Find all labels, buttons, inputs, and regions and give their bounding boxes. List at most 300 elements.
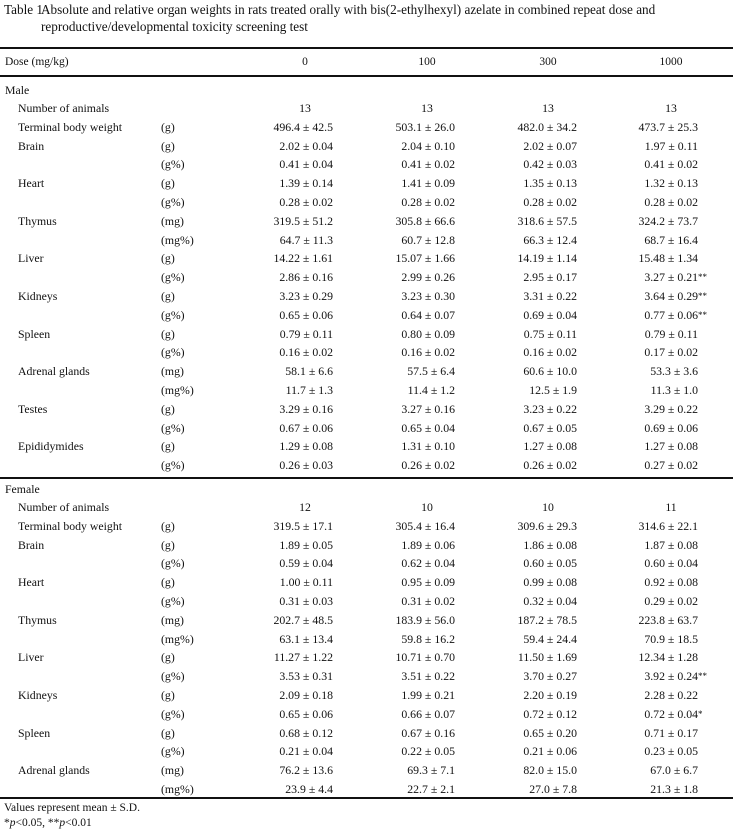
organ-label: Adrenal glands [18,763,90,778]
value-cell-dose-300 [523,400,577,419]
cell-value: 0.17 ± 0.02 [644,345,698,360]
cell-value: 69.3 ± 7.1 [407,763,455,778]
cell-value: 0.79 ± 0.11 [644,326,698,341]
value-cell-dose-100 [401,231,455,250]
cell-value: 0.16 ± 0.02 [401,345,455,360]
cell-value: 0.41 ± 0.04 [279,157,333,172]
cell-value: 76.2 ± 13.6 [279,763,333,778]
value-cell-dose-300 [523,343,577,362]
unit-label: (g) [161,138,175,153]
unit-label: (g) [161,650,175,665]
cell-value: 0.28 ± 0.02 [279,194,333,209]
value-cell-dose-1000 [638,517,698,536]
section-divider-rule [0,477,733,479]
value-cell-dose-300 [523,437,577,456]
value-cell-dose-100 [401,536,455,555]
value-cell-dose-100 [401,724,455,743]
value-cell-dose-100 [395,249,455,268]
table-row [0,362,733,381]
section-male [0,81,733,475]
cell-value: 2.02 ± 0.04 [279,138,333,153]
value-cell-dose-300 [517,118,577,137]
value-cell-dose-100 [401,705,455,724]
unit-label: (mg%) [161,631,194,646]
cell-value: 0.66 ± 0.07 [401,706,455,721]
sig-mark-1: * [4,817,10,829]
value-cell-dose-300 [523,306,577,325]
value-cell-dose-100 [395,648,455,667]
cell-value: 13 [299,101,311,115]
unit-label: (g) [161,439,175,454]
cell-value: 0.95 ± 0.09 [401,575,455,590]
value-cell-dose-300 [523,419,577,438]
value-cell-dose-1000 [644,630,698,649]
value-cell-dose-1000 [644,573,698,592]
cell-value: 60.6 ± 10.0 [523,364,577,379]
value-cell-dose-0 [279,306,333,325]
value-cell-dose-300 [523,630,577,649]
cell-value: 1.99 ± 0.21 [401,687,455,702]
dose-header-0: 0 [302,56,308,68]
value-cell-dose-0 [285,498,325,517]
value-cell-dose-100 [401,268,455,287]
value-cell-dose-300 [523,761,577,780]
section-rows [0,498,733,799]
cell-value: 0.26 ± 0.02 [401,458,455,473]
cell-value: 3.27 ± 0.21 [644,270,698,285]
cell-value: 10 [421,500,433,514]
cell-value: 0.16 ± 0.02 [279,345,333,360]
cell-value: 0.68 ± 0.12 [279,725,333,740]
cell-value: 12.5 ± 1.9 [529,382,577,397]
cell-value: 1.41 ± 0.09 [401,176,455,191]
value-cell-dose-0 [286,381,333,400]
cell-value: 202.7 ± 48.5 [273,612,333,627]
value-cell-dose-1000 [644,268,707,287]
value-cell-dose-300 [523,268,577,287]
cell-value: 0.72 ± 0.12 [523,706,577,721]
significance-mark: * [698,708,703,719]
cell-value: 1.89 ± 0.06 [401,537,455,552]
unit-label: (g%) [161,194,185,209]
table-row [0,193,733,212]
value-cell-dose-1000 [644,742,698,761]
sig-mark-2: ** [47,817,60,829]
cell-value: 1.29 ± 0.08 [279,439,333,454]
value-cell-dose-0 [279,287,333,306]
cell-value: 187.2 ± 78.5 [517,612,577,627]
value-cell-dose-1000 [644,174,698,193]
value-cell-dose-0 [279,137,333,156]
value-cell-dose-100 [401,667,455,686]
cell-value: 0.69 ± 0.06 [644,420,698,435]
table-row [0,419,733,438]
unit-label: (g%) [161,593,185,608]
value-cell-dose-100 [401,174,455,193]
cell-value: 0.60 ± 0.05 [523,556,577,571]
cell-value: 11.7 ± 1.3 [285,382,333,397]
cell-value: 2.02 ± 0.07 [523,138,577,153]
cell-value: 1.87 ± 0.08 [644,537,698,552]
cell-value: 0.72 ± 0.04 [644,706,698,721]
value-cell-dose-100 [401,287,455,306]
cell-value: 15.48 ± 1.34 [638,251,698,266]
value-cell-dose-1000 [650,761,698,780]
value-cell-dose-100 [401,400,455,419]
organ-label: Number of animals [18,101,110,115]
cell-value: 59.4 ± 24.4 [523,631,577,646]
cell-value: 0.28 ± 0.02 [523,194,577,209]
cell-value: 0.75 ± 0.11 [523,326,577,341]
value-cell-dose-0 [279,155,333,174]
cell-value: 22.7 ± 2.1 [407,781,455,796]
cell-value: 1.32 ± 0.13 [644,176,698,191]
cell-value: 2.28 ± 0.22 [644,687,698,702]
cell-value: 0.23 ± 0.05 [644,744,698,759]
value-cell-dose-1000 [644,400,698,419]
value-cell-dose-1000 [644,456,698,475]
cell-value: 473.7 ± 25.3 [638,119,698,134]
unit-label: (g) [161,518,175,533]
value-cell-dose-0 [280,231,333,250]
value-cell-dose-100 [407,498,447,517]
organ-label: Thymus [18,213,57,228]
cell-value: 13 [542,101,554,115]
cell-value: 314.6 ± 22.1 [638,518,698,533]
cell-value: 2.04 ± 0.10 [401,138,455,153]
unit-label: (g%) [161,744,185,759]
cell-value: 1.39 ± 0.14 [279,176,333,191]
value-cell-dose-100 [401,343,455,362]
value-cell-dose-0 [279,193,333,212]
table-row [0,742,733,761]
cell-value: 0.65 ± 0.06 [279,307,333,322]
cell-value: 53.3 ± 3.6 [650,364,698,379]
cell-value: 305.4 ± 16.4 [395,518,455,533]
unit-label: (mg) [161,763,184,778]
value-cell-dose-100 [395,611,455,630]
cell-value: 1.86 ± 0.08 [523,537,577,552]
sig-threshold-1: <0.05, [15,817,48,829]
organ-label: Thymus [18,612,57,627]
unit-label: (g%) [161,458,185,473]
value-cell-dose-1000 [650,362,698,381]
value-cell-dose-100 [401,155,455,174]
value-cell-dose-100 [408,381,455,400]
top-rule [0,47,733,49]
value-cell-dose-1000 [644,536,698,555]
table-row [0,268,733,287]
section-title: Female [5,482,40,496]
cell-value: 0.62 ± 0.04 [401,556,455,571]
table-row [0,554,733,573]
table-row [0,686,733,705]
value-cell-dose-0 [279,592,333,611]
significance-mark: ** [698,671,707,682]
table-row [0,155,733,174]
value-cell-dose-0 [285,362,333,381]
table-row [0,724,733,743]
value-cell-dose-0 [285,780,333,799]
unit-label: (mg) [161,213,184,228]
value-cell-dose-300 [523,724,577,743]
value-cell-dose-1000 [651,381,698,400]
value-cell-dose-100 [401,193,455,212]
table-row [0,573,733,592]
cell-value: 2.20 ± 0.19 [523,687,577,702]
value-cell-dose-1000 [638,212,698,231]
table-header-row [0,53,733,71]
cell-value: 2.86 ± 0.16 [279,270,333,285]
value-cell-dose-100 [401,554,455,573]
unit-label: (g%) [161,706,185,721]
organ-label: Liver [18,251,44,266]
cell-value: 0.67 ± 0.06 [279,420,333,435]
value-cell-dose-100 [401,325,455,344]
value-cell-dose-100 [401,456,455,475]
cell-value: 11.4 ± 1.2 [407,382,455,397]
unit-label: (g) [161,575,175,590]
value-cell-dose-300 [523,287,577,306]
cell-value: 0.65 ± 0.06 [279,706,333,721]
unit-label: (g%) [161,307,185,322]
value-cell-dose-100 [395,118,455,137]
organ-label: Testes [18,401,48,416]
cell-value: 1.27 ± 0.08 [644,439,698,454]
table-row [0,592,733,611]
table-row [0,174,733,193]
value-cell-dose-1000 [644,193,698,212]
value-cell-dose-100 [401,137,455,156]
value-cell-dose-0 [273,249,333,268]
value-cell-dose-0 [285,99,325,118]
cell-value: 0.26 ± 0.03 [279,458,333,473]
value-cell-dose-0 [279,705,333,724]
cell-value: 13 [421,101,433,115]
value-cell-dose-0 [279,724,333,743]
cell-value: 319.5 ± 51.2 [273,213,333,228]
cell-value: 1.27 ± 0.08 [523,439,577,454]
organ-label: Heart [18,575,45,590]
cell-value: 58.1 ± 6.6 [285,364,333,379]
value-cell-dose-0 [279,742,333,761]
cell-value: 305.8 ± 66.6 [395,213,455,228]
unit-label: (g) [161,725,175,740]
value-cell-dose-0 [273,517,333,536]
cell-value: 11.3 ± 1.0 [650,382,698,397]
table-row [0,705,733,724]
value-cell-dose-300 [523,231,577,250]
cell-value: 183.9 ± 56.0 [395,612,455,627]
cell-value: 0.92 ± 0.08 [644,575,698,590]
value-cell-dose-0 [279,174,333,193]
cell-value: 1.31 ± 0.10 [401,439,455,454]
table-row [0,325,733,344]
value-cell-dose-100 [407,99,447,118]
cell-value: 0.67 ± 0.05 [523,420,577,435]
table-row [0,498,733,517]
unit-label: (g%) [161,669,185,684]
value-cell-dose-1000 [645,325,698,344]
value-cell-dose-100 [407,362,455,381]
cell-value: 0.16 ± 0.02 [523,345,577,360]
unit-label: (g%) [161,556,185,571]
cell-value: 2.09 ± 0.18 [279,687,333,702]
cell-value: 1.35 ± 0.13 [523,176,577,191]
value-cell-dose-1000 [644,419,698,438]
value-cell-dose-0 [273,118,333,137]
value-cell-dose-0 [279,630,333,649]
value-cell-dose-100 [401,306,455,325]
organ-label: Spleen [18,326,51,341]
table-row [0,667,733,686]
cell-value: 0.21 ± 0.06 [523,744,577,759]
value-cell-dose-1000 [644,705,703,724]
cell-value: 12.34 ± 1.28 [638,650,698,665]
value-cell-dose-100 [395,212,455,231]
value-cell-dose-0 [274,648,333,667]
table-row [0,231,733,250]
cell-value: 11 [665,500,677,514]
cell-value: 3.29 ± 0.16 [279,401,333,416]
cell-value: 0.69 ± 0.04 [523,307,577,322]
table-row [0,99,733,118]
value-cell-dose-100 [401,437,455,456]
value-cell-dose-0 [279,400,333,419]
significance-mark: ** [698,290,707,301]
value-cell-dose-300 [528,498,568,517]
cell-value: 3.27 ± 0.16 [401,401,455,416]
cell-value: 3.31 ± 0.22 [523,288,577,303]
value-cell-dose-300 [523,456,577,475]
sig-threshold-2: <0.01 [65,817,92,829]
p-symbol-1: p [9,817,16,829]
cell-value: 0.60 ± 0.04 [644,556,698,571]
table-row [0,456,733,475]
unit-label: (g) [161,687,175,702]
value-cell-dose-0 [280,325,333,344]
value-cell-dose-0 [279,667,333,686]
unit-label: (g) [161,119,175,134]
cell-value: 0.64 ± 0.07 [401,307,455,322]
table-row [0,343,733,362]
table-number: Table 1 [4,2,43,17]
table-row [0,517,733,536]
value-cell-dose-300 [523,362,577,381]
table-footnotes [4,801,140,831]
unit-label: (g) [161,326,175,341]
cell-value: 0.59 ± 0.04 [279,556,333,571]
value-cell-dose-1000 [644,231,698,250]
value-cell-dose-1000 [638,648,698,667]
cell-value: 0.71 ± 0.17 [644,725,698,740]
value-cell-dose-300 [524,325,577,344]
value-cell-dose-300 [523,742,577,761]
value-cell-dose-1000 [644,724,698,743]
value-cell-dose-300 [517,212,577,231]
cell-value: 3.23 ± 0.22 [523,401,577,416]
cell-value: 3.51 ± 0.22 [401,669,455,684]
cell-value: 0.31 ± 0.03 [279,593,333,608]
bottom-rule [0,797,733,799]
unit-label: (g) [161,176,175,191]
significance-mark: ** [698,309,707,320]
value-cell-dose-1000 [644,592,698,611]
value-cell-dose-1000 [638,118,698,137]
cell-value: 3.92 ± 0.24 [644,669,698,684]
cell-value: 0.41 ± 0.02 [644,157,698,172]
value-cell-dose-1000 [644,554,698,573]
value-cell-dose-100 [395,517,455,536]
table-row [0,137,733,156]
table-row [0,536,733,555]
cell-value: 319.5 ± 17.1 [273,518,333,533]
cell-value: 12 [299,500,311,514]
value-cell-dose-1000 [651,99,691,118]
value-cell-dose-0 [279,268,333,287]
cell-value: 21.3 ± 1.8 [650,781,698,796]
cell-value: 0.65 ± 0.20 [523,725,577,740]
value-cell-dose-300 [523,554,577,573]
unit-label: (mg%) [161,382,194,397]
cell-value: 503.1 ± 26.0 [395,119,455,134]
cell-value: 0.42 ± 0.03 [523,157,577,172]
table-row [0,212,733,231]
table-row [0,437,733,456]
table-row [0,780,733,799]
cell-value: 11.27 ± 1.22 [273,650,333,665]
organ-label: Spleen [18,725,51,740]
cell-value: 3.70 ± 0.27 [523,669,577,684]
value-cell-dose-1000 [644,343,698,362]
cell-value: 27.0 ± 7.8 [529,781,577,796]
unit-label: (g) [161,251,175,266]
table-row [0,648,733,667]
cell-value: 0.67 ± 0.16 [401,725,455,740]
cell-value: 0.26 ± 0.02 [523,458,577,473]
value-cell-dose-300 [523,536,577,555]
footnote-values: Values represent mean ± S.D. [4,802,140,814]
organ-label: Terminal body weight [18,119,123,134]
value-cell-dose-100 [401,686,455,705]
cell-value: 0.79 ± 0.11 [279,326,333,341]
cell-value: 15.07 ± 1.66 [395,251,455,266]
cell-value: 0.21 ± 0.04 [279,744,333,759]
cell-value: 0.99 ± 0.08 [523,575,577,590]
dose-header-100: 100 [418,56,436,68]
value-cell-dose-300 [523,155,577,174]
organ-label: Kidneys [18,288,58,303]
organ-label: Brain [18,138,45,153]
organ-label: Liver [18,650,44,665]
value-cell-dose-1000 [644,287,707,306]
value-cell-dose-300 [529,381,577,400]
cell-value: 482.0 ± 34.2 [517,119,577,134]
value-cell-dose-1000 [638,249,698,268]
cell-value: 13 [665,101,677,115]
value-cell-dose-300 [523,573,577,592]
value-cell-dose-1000 [651,498,691,517]
table-row [0,118,733,137]
cell-value: 496.4 ± 42.5 [273,119,333,134]
unit-label: (g%) [161,157,185,172]
table-caption [4,1,730,35]
value-cell-dose-0 [279,686,333,705]
section-rows [0,99,733,475]
cell-value: 1.00 ± 0.11 [279,575,333,590]
table-row [0,306,733,325]
value-cell-dose-100 [407,780,455,799]
